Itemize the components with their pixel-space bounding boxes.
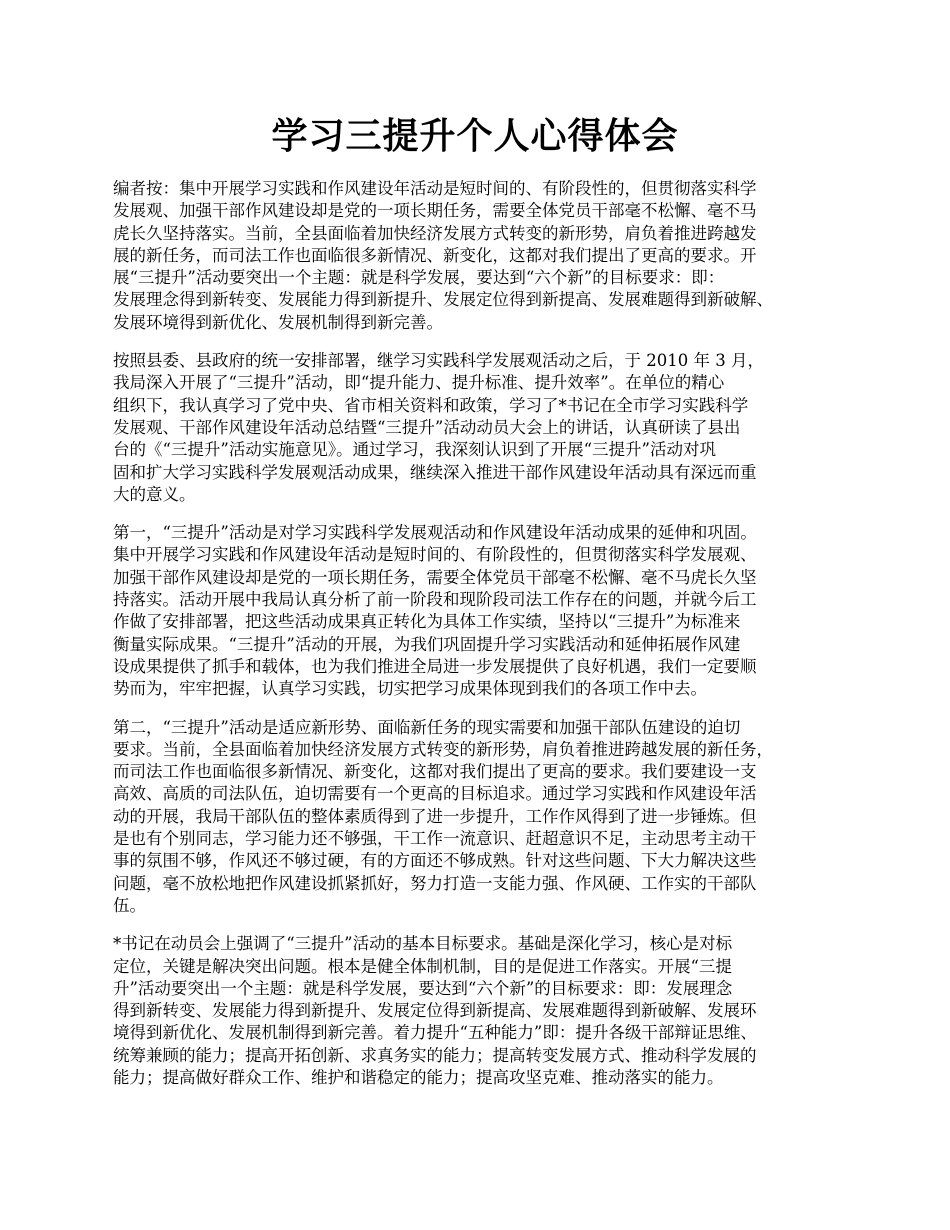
paragraph-line: 发展环境得到新优化、发展机制得到新完善。 <box>113 312 443 332</box>
paragraph-line: 定位，关键是解决突出问题。根本是健全体制机制，目的是促进工作落实。开展“三提 <box>113 956 732 976</box>
paragraph-line: 持落实。活动开展中我局认真分析了前一阶段和现阶段司法工作存在的问题，并就今后工 <box>113 590 757 610</box>
document-title: 学习三提升个人心得体会 <box>271 115 679 157</box>
paragraph-line: 统筹兼顾的能力；提高开拓创新、求真务实的能力；提高转变发展方式、推动科学发展的 <box>113 1045 757 1065</box>
paragraph-line: 作做了安排部署，把这些活动成果真正转化为具体工作实绩，坚持以“三提升”为标准来 <box>113 612 741 632</box>
paragraph-line: 设成果提供了抓手和载体，也为我们推进全局进一步发展提供了良好机遇，我们一定要顺 <box>113 656 757 676</box>
paragraph-line: 能力；提高做好群众工作、维护和谐稳定的能力；提高攻坚克难、推动落实的能力。 <box>113 1067 724 1087</box>
paragraph-line: 伍。 <box>113 895 146 915</box>
paragraph-line: 固和扩大学习实践科学发展观活动成果，继续深入推进干部作风建设年活动具有深远而重 <box>113 462 757 482</box>
paragraph-line: 而司法工作也面临很多新情况、新变化，这都对我们提出了更高的要求。我们要建设一支 <box>113 762 757 782</box>
paragraph-line: 动的开展，我局干部队伍的整体素质得到了进一步提升，工作作风得到了进一步锤炼。但 <box>113 806 757 826</box>
paragraph-line: 我局深入开展了“三提升”活动，即“提升能力、提升标准、提升效率”。在单位的精心 <box>113 373 725 393</box>
paragraph-line: 发展观、加强干部作风建设却是党的一项长期任务，需要全体党员干部毫不松懈、毫不马 <box>113 201 757 221</box>
paragraph <box>113 933 853 1089</box>
paragraph-line: 发展观、干部作风建设年活动总结暨“三提升”活动动员大会上的讲话，认真研读了县出 <box>113 417 741 437</box>
paragraph-line: 是也有个别同志，学习能力还不够强，干工作一流意识、赶超意识不足，主动思考主动干 <box>113 829 757 849</box>
paragraph-line: *书记在动员会上强调了“三提升”活动的基本目标要求。基础是深化学习，核心是对标 <box>113 934 733 954</box>
paragraph-line: 升”活动要突出一个主题：就是科学发展，要达到“六个新”的目标要求：即：发展理念 <box>113 978 733 998</box>
paragraph-line: 第一，“三提升”活动是对学习实践科学发展观活动和作风建设年活动成果的延伸和巩固。 <box>113 523 757 543</box>
paragraph-line: 第二，“三提升”活动是适应新形势、面临新任务的现实需要和加强干部队伍建设的迫切 <box>113 717 741 737</box>
paragraph-line: 高效、高质的司法队伍，迫切需要有一个更高的目标追求。通过学习实践和作风建设年活 <box>113 784 757 804</box>
paragraph-line: 大的意义。 <box>113 484 196 504</box>
paragraph-line: 问题，毫不放松地把作风建设抓紧抓好，努力打造一支能力强、作风硬、工作实的干部队 <box>113 873 757 893</box>
paragraph-line: 衡量实际成果。“三提升”活动的开展，为我们巩固提升学习实践活动和延伸拓展作风建 <box>113 634 741 654</box>
paragraph-line: 组织下，我认真学习了党中央、省市相关资料和政策，学习了*书记在全市学习实践科学 <box>113 395 749 415</box>
paragraph <box>113 522 853 700</box>
paragraph-line: 编者按：集中开展学习实践和作风建设年活动是短时间的、有阶段性的，但贯彻落实科学 <box>113 179 757 198</box>
paragraph-line: 展“三提升”活动要突出一个主题：就是科学发展，要达到“六个新”的目标要求：即： <box>113 268 725 288</box>
paragraph <box>113 178 853 334</box>
paragraph-line: 加强干部作风建设却是党的一项长期任务，需要全体党员干部毫不松懈、毫不马虎长久坚 <box>113 567 757 587</box>
paragraph-line: 得到新转变、发展能力得到新提升、发展定位得到新提高、发展难题得到新破解、发展环 <box>113 1001 757 1021</box>
document-body <box>113 178 853 1105</box>
paragraph-line: 展的新任务，而司法工作也面临很多新情况、新变化，这都对我们提出了更高的要求。开 <box>113 245 757 265</box>
paragraph-line: 要求。当前，全县面临着加快经济发展方式转变的新形势，肩负着推进跨越发展的新任务， <box>113 739 773 759</box>
paragraph-line: 按照县委、县政府的统一安排部署，继学习实践科学发展观活动之后，于 2010 年 3 月， <box>113 351 764 371</box>
paragraph-line: 事的氛围不够，作风还不够过硬，有的方面还不够成熟。针对这些问题、下大力解决这些 <box>113 851 757 871</box>
paragraph-line: 台的《“三提升”活动实施意见》。通过学习，我深刻认识到了开展“三提升”活动对巩 <box>113 440 716 460</box>
paragraph-line: 境得到新优化、发展机制得到新完善。着力提升“五种能力”即：提升各级干部辩证思维、 <box>113 1023 757 1043</box>
paragraph-line: 集中开展学习实践和作风建设年活动是短时间的、有阶段性的，但贯彻落实科学发展观、 <box>113 545 757 565</box>
paragraph-line: 势而为，牢牢把握，认真学习实践，切实把学习成果体现到我们的各项工作中去。 <box>113 679 707 699</box>
paragraph-line: 虎长久坚持落实。当前，全县面临着加快经济发展方式转变的新形势，肩负着推进跨越发 <box>113 223 757 243</box>
paragraph-line: 发展理念得到新转变、发展能力得到新提升、发展定位得到新提高、发展难题得到新破解、 <box>113 290 773 310</box>
paragraph <box>113 717 853 918</box>
paragraph <box>113 350 853 506</box>
